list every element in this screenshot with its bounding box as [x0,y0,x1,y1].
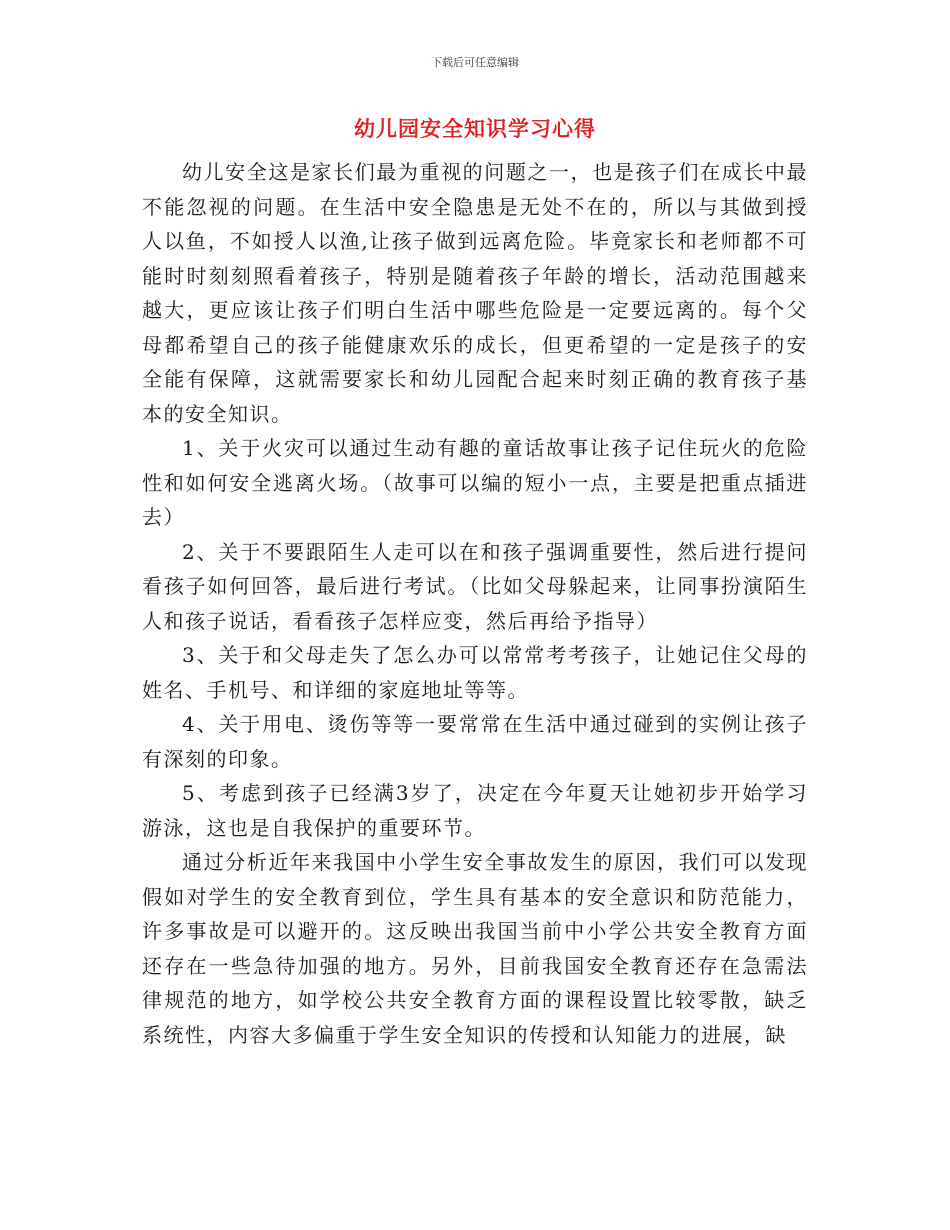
paragraph-item-5: 5、考虑到孩子已经满3岁了，决定在今年夏天让她初步开始学习游泳，这也是自我保护的重要环节。 [142,781,808,840]
document-title: 幼儿园安全知识学习心得 [354,117,596,141]
paragraph-analysis: 通过分析近年来我国中小学生安全事故发生的原因，我们可以发现假如对学生的安全教育到位，学生具有基本的安全意识和防范能力，许多事故是可以避开的。这反映出我国当前中小学公共安全教育方面还存在一些急待加强的地方。另外，目前我国安全教育还存在急需法律规范的地方，如学校公共安全教育方面的课程设置比较零散，缺乏系统性，内容大多偏重于学生安全知识的传授和认知能力的进展，缺 [142,850,808,1047]
paragraph-item-2: 2、关于不要跟陌生人走可以在和孩子强调重要性，然后进行提问看孩子如何回答，最后进行考试。（比如父母躲起来，让同事扮演陌生人和孩子说话，看看孩子怎样应变，然后再给予指导） [142,539,808,633]
header-note: 下载后可任意编辑 [431,56,519,69]
paragraph-item-3: 3、关于和父母走失了怎么办可以常常考考孩子，让她记住父母的姓名、手机号、和详细的家庭地址等等。 [142,643,808,702]
document-body [142,155,808,1052]
paragraph-item-4: 4、关于用电、烫伤等等一要常常在生活中通过碰到的实例让孩子有深刻的印象。 [142,712,808,771]
paragraph-intro: 幼儿安全这是家长们最为重视的问题之一，也是孩子们在成长中最不能忽视的问题。在生活中安全隐患是无处不在的，所以与其做到授人以鱼，不如授人以渔,让孩子做到远离危险。毕竟家长和老师都不可能时时刻刻照看着孩子，特别是随着孩子年龄的增长，活动范围越来越大，更应该让孩子们明白生活中哪些危险是一定要远离的。每个父母都希望自己的孩子能健康欢乐的成长，但更希望的一定是孩子的安全能有保障，这就需要家长和幼儿园配合起来时刻正确的教育孩子基本的安全知识。 [142,160,808,426]
paragraph-item-1: 1、关于火灾可以通过生动有趣的童话故事让孩子记住玩火的危险性和如何安全逃离火场。（故事可以编的短小一点，主要是把重点插进去） [142,436,808,529]
